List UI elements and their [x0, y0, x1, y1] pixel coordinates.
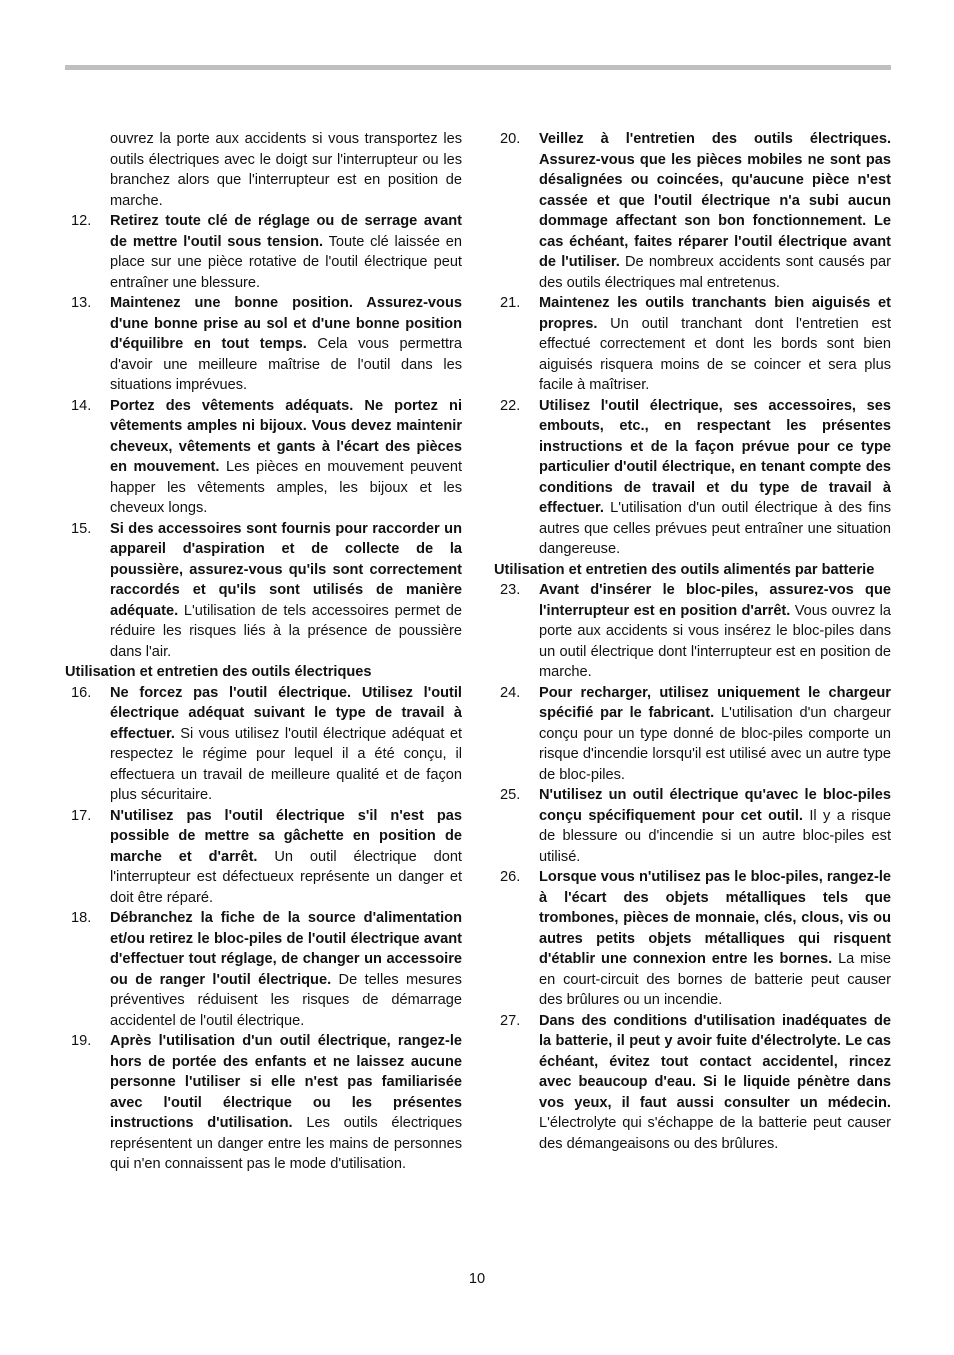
item-lead-text: N'utilisez pas l'outil électrique s'il n'est pas possible de mettre sa gâchette en position de marche et d'arrêt. [110, 807, 462, 865]
list-item [65, 806, 462, 909]
item-lead-text: Débranchez la fiche de la source d'alimentation et/ou retirez le bloc-piles de l'outil électrique avant d'effectuer tout réglage, de changer un accessoire ou de ranger l'outil électrique. [110, 910, 462, 988]
section-heading: Utilisation et entretien des outils alimentés par batterie [494, 561, 875, 578]
item-number: 14. [71, 397, 92, 414]
instruction-list [65, 211, 462, 662]
item-number: 17. [71, 807, 92, 824]
item-body-text: L'utilisation d'un chargeur conçu pour un type donné de bloc-piles comporte un risque d'incendie lorsqu'il est utilisé avec un autre type de bloc-piles. [539, 705, 891, 783]
item-body-text: Si vous utilisez l'outil électrique adéquat et respectez le régime pour lequel il a été conçu, il effectuera un travail de meilleure qualité et de façon plus sécuritaire. [110, 725, 462, 803]
list-item [494, 129, 891, 293]
instruction-list [65, 683, 462, 1175]
item-body-text: Il y a risque de blessure ou d'incendie si un autre bloc-piles est utilisé. [539, 807, 891, 865]
right-column [494, 129, 891, 1154]
item-number: 16. [71, 684, 92, 701]
item-lead-text: N'utilisez un outil électrique qu'avec le bloc-piles conçu spécifiquement pour cet outil. [539, 787, 891, 824]
item-body-text: Un outil électrique dont l'interrupteur est défectueux représente un danger et doit être réparé. [110, 848, 462, 906]
list-item [65, 293, 462, 396]
item-lead-text: Après l'utilisation d'un outil électrique, rangez-le hors de portée des enfants et ne laissez aucune personne l'utiliser si elle n'est pas familiarisée avec l'outil électrique ou les présentes instructions d'utilisation. [110, 1033, 462, 1131]
item-number: 15. [71, 520, 92, 537]
section-heading: Utilisation et entretien des outils électriques [65, 664, 372, 680]
instruction-list [494, 580, 891, 1154]
item-body-text: Toute clé laissée en place sur une pièce rotative de l'outil électrique peut entraîner une blessure. [110, 233, 462, 291]
list-item [494, 683, 891, 786]
item-body-text: La mise en court-circuit des bornes de batterie peut causer des brûlures ou un incendie. [539, 951, 891, 1008]
item-body-text: De nombreux accidents sont causés par des outils électriques mal entretenus. [539, 254, 891, 291]
page-number: 10 [468, 1271, 486, 1287]
list-item [494, 396, 891, 560]
list-item [65, 519, 462, 663]
item-body-text: Cela vous permettra d'avoir une meilleure maîtrise de l'outil dans les situations imprévues. [110, 336, 462, 393]
item-lead-text: Dans des conditions d'utilisation inadéquates de la batterie, il peut y avoir fuite d'électrolyte. Le cas échéant, évitez tout contact accidentel, rincez avec beaucoup d'eau. Si le liquide pénètre dans vos yeux, il faut aussi consulter un médecin. [539, 1012, 891, 1111]
item-number: 19. [71, 1033, 92, 1049]
item-body-text: De telles mesures préventives réduisent les risques de démarrage accidentel de l'outil électrique. [110, 971, 462, 1029]
item-lead-text: Maintenez une bonne position. Assurez-vous d'une bonne prise au sol et d'une bonne position d'équilibre en tout temps. [110, 295, 462, 352]
item-number: 18. [71, 910, 92, 926]
list-item [65, 396, 462, 519]
item-lead-text: Lorsque vous n'utilisez pas le bloc-piles, rangez-le à l'écart des objets métalliques tels que trombones, pièces de monnaie, clés, clous, vis ou autres petits objets métalliques qui risquent d'établir une connexion entre les bornes. [539, 869, 891, 967]
list-item [494, 785, 891, 867]
continuation-paragraph [65, 129, 462, 211]
item-number: 27. [500, 1012, 521, 1029]
paragraph-text: ouvrez la porte aux accidents si vous transportez les outils électriques avec le doigt sur l'interrupteur ou les branchez alors que l'interrupteur est en position de marche. [110, 131, 462, 209]
item-lead-text: Portez des vêtements adéquats. Ne portez ni vêtements amples ni bijoux. Vous devez maintenir cheveux, vêtements et gants à l'écart des pièces en mouvement. [110, 397, 462, 475]
item-number: 25. [500, 787, 521, 803]
list-item [494, 867, 891, 1011]
list-item [494, 1011, 891, 1155]
item-body-text: Vous ouvrez la porte aux accidents si vous insérez le bloc-piles dans un outil électrique dont l'interrupteur est en position de marche. [539, 602, 891, 680]
header-rule [65, 65, 891, 70]
item-number: 21. [500, 295, 521, 311]
item-lead-text: Retirez toute clé de réglage ou de serrage avant de mettre l'outil sous tension. [110, 213, 462, 250]
item-body-text: Les outils électriques représentent un danger entre les mains de personnes qui n'en connaissent pas le mode d'utilisation. [110, 1115, 462, 1172]
item-number: 20. [500, 131, 521, 147]
list-item [65, 683, 462, 806]
item-lead-text: Maintenez les outils tranchants bien aiguisés et propres. [539, 295, 891, 332]
item-number: 12. [71, 213, 92, 229]
item-lead-text: Si des accessoires sont fournis pour raccorder un appareil d'aspiration et de collecte de la poussière, assurez-vous qu'ils sont correctement raccordés et qu'ils sont utilisés de manière adéquate. [110, 520, 462, 619]
item-lead-text: Ne forcez pas l'outil électrique. Utilisez l'outil électrique adéquat suivant le type de travail à effectuer. [110, 684, 462, 742]
item-lead-text: Pour recharger, utilisez uniquement le chargeur spécifié par le fabricant. [539, 684, 891, 721]
item-body-text: L'utilisation de tels accessoires permet de réduire les risques liés à la présence de poussière dans l'air. [110, 602, 462, 660]
list-item [65, 211, 462, 293]
item-body-text: Les pièces en mouvement peuvent happer les vêtements amples, les bijoux et les cheveux longs. [110, 459, 463, 516]
item-number: 23. [500, 582, 521, 598]
instruction-list [494, 129, 891, 560]
list-item [65, 908, 462, 1031]
list-item [494, 580, 891, 683]
list-item [65, 1031, 462, 1175]
list-item [494, 293, 891, 396]
item-number: 13. [71, 295, 92, 311]
item-body-text: L'électrolyte qui s'échappe de la batterie peut causer des démangeaisons ou des brûlures. [539, 1115, 891, 1152]
item-number: 24. [500, 684, 521, 701]
item-body-text: Un outil tranchant dont l'entretien est effectué correctement et dont les bords sont bien aiguisés risquera moins de se coincer et sera plus facile à maîtriser. [539, 315, 891, 393]
item-number: 26. [500, 869, 521, 885]
item-number: 22. [500, 397, 521, 414]
item-lead-text: Utilisez l'outil électrique, ses accessoires, ses embouts, etc., en respectant les présentes instructions et de la façon prévue pour ce type particulier d'outil électrique, en tenant compte des conditions de travail et du type de travail à effectuer. [539, 397, 891, 516]
item-lead-text: Avant d'insérer le bloc-piles, assurez-vos que l'interrupteur est en position d'arrêt. [539, 582, 891, 619]
item-body-text: L'utilisation d'un outil électrique à des fins autres que celles prévues peut entraîner une situation dangereuse. [539, 500, 891, 557]
left-column [65, 129, 462, 1175]
item-lead-text: Veillez à l'entretien des outils électriques. Assurez-vous que les pièces mobiles ne sont pas désalignées ou coincées, qu'aucune pièce n'est cassée et que l'outil électrique n'a subi aucun dommage affectant son bon fonctionnement. Le cas échéant, faites réparer l'outil électrique avant de l'utiliser. [539, 131, 891, 270]
